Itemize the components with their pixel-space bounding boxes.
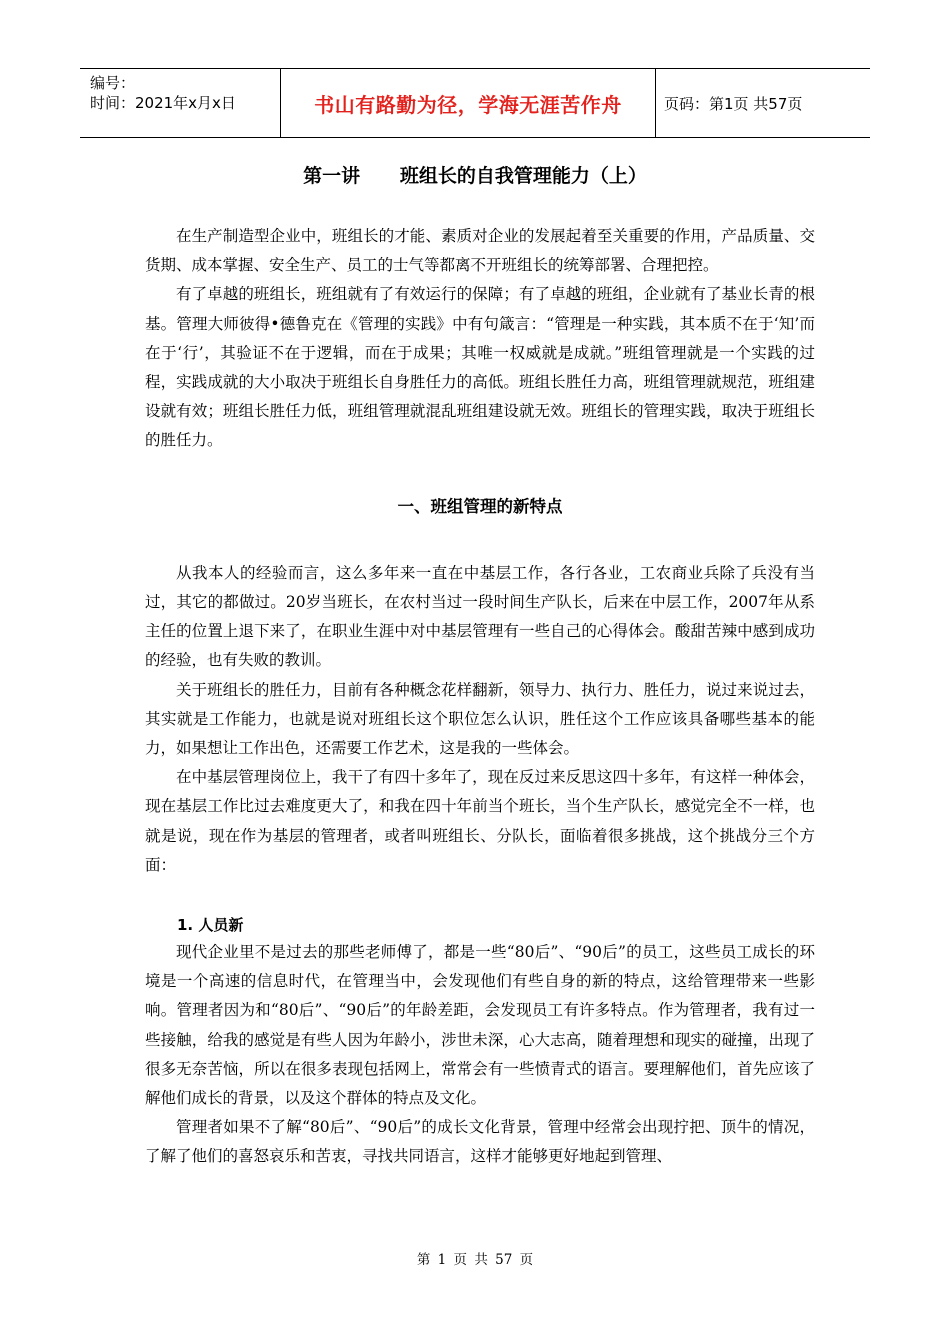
section-heading: 一、班组管理的新特点 [397, 496, 563, 516]
page-footer: 第 1 页 共 57 页 [416, 1252, 534, 1268]
intro-paragraph: 在生产制造型企业中，班组长的才能、素质对企业的发展起着至关重要的作用，产品质量、交货期、成本掌握、安全生产、员工的士气等都离不开班组长的统筹部署、合理把控。 [145, 227, 815, 275]
document-header [80, 68, 870, 138]
header-motto-cell [280, 69, 656, 137]
doc-number-label: 编号： [90, 74, 136, 92]
intro-paragraph: 有了卓越的班组长，班组就有了有效运行的保障；有了卓越的班组，企业就有了基业长青的根基。管理大师彼得•德鲁克在《管理的实践》中有句箴言：“管理是一种实践，其本质不在于‘知’而在于‘行’，其验证不在于逻辑，而在于成果；其唯一权威就是成就。”班组管理就是一个实践的过程，实践成就的大小取决于班组长自身胜任力的高低。班组长胜任力高，班组管理就规范，班组建设就有效；班组长胜任力低，班组管理就混乱班组建设就无效。班组长的管理实践，取决于班组长的胜任力。 [145, 285, 815, 450]
subsection-heading: 1. 人员新 [177, 916, 244, 935]
body-paragraph: 从我本人的经验而言，这么多年来一直在中基层工作，各行各业，工农商业兵除了兵没有当过，其它的都做过。20岁当班长，在农村当过一段时间生产队长，后来在中层工作，2007年从系主任的位置上退下来了，在职业生涯中对中基层管理有一些自己的心得体会。酸甜苦辣中感到成功的经验，也有失败的教训。 [145, 563, 815, 670]
date-label: 时间：2021年x月x日 [90, 94, 236, 112]
page-info: 页码：第1页 共57页 [664, 95, 803, 113]
body-paragraph: 现代企业里不是过去的那些老师傅了，都是一些“80后”、“90后”的员工，这些员工成长的环境是一个高速的信息时代，在管理当中，会发现他们有些自身的新的特点，这给管理带来一些影响。管理者因为和“80后”、“90后”的年龄差距，会发现员工有许多特点。作为管理者，我有过一些接触，给我的感觉是有些人因为年龄小，涉世未深，心大志高，随着理想和现实的碰撞，出现了很多无奈苦恼，所以在很多表现包括网上，常常会有一些愤青式的语言。要理解他们，首先应该了解他们成长的背景，以及这个群体的特点及文化。 [145, 943, 815, 1108]
header-meta [90, 73, 280, 113]
body-paragraph: 在中基层管理岗位上，我干了有四十多年了，现在反过来反思这四十多年，有这样一种体会，现在基层工作比过去难度更大了，和我在四十年前当个班长，当个生产队长，感觉完全不一样，也就是说，现在作为基层的管理者，或者叫班组长、分队长，面临着很多挑战，这个挑战分三个方面： [145, 768, 815, 874]
body-paragraph: 关于班组长的胜任力，目前有各种概念花样翻新，领导力、执行力、胜任力，说过来说过去，其实就是工作能力，也就是说对班组长这个职位怎么认识，胜任这个工作应该具备哪些基本的能力，如果想让工作出色，还需要工作艺术，这是我的一些体会。 [145, 680, 815, 758]
body-paragraph: 管理者如果不了解“80后”、“90后”的成长文化背景，管理中经常会出现拧把、顶牛的情况，了解了他们的喜怒哀乐和苦衷，寻找共同语言，这样才能够更好地起到管理、 [145, 1118, 815, 1166]
motto-text: 书山有路勤为径，学海无涯苦作舟 [314, 92, 622, 117]
document-body [145, 222, 815, 1172]
lecture-title: 第一讲 班组长的自我管理能力（上） [303, 165, 647, 187]
